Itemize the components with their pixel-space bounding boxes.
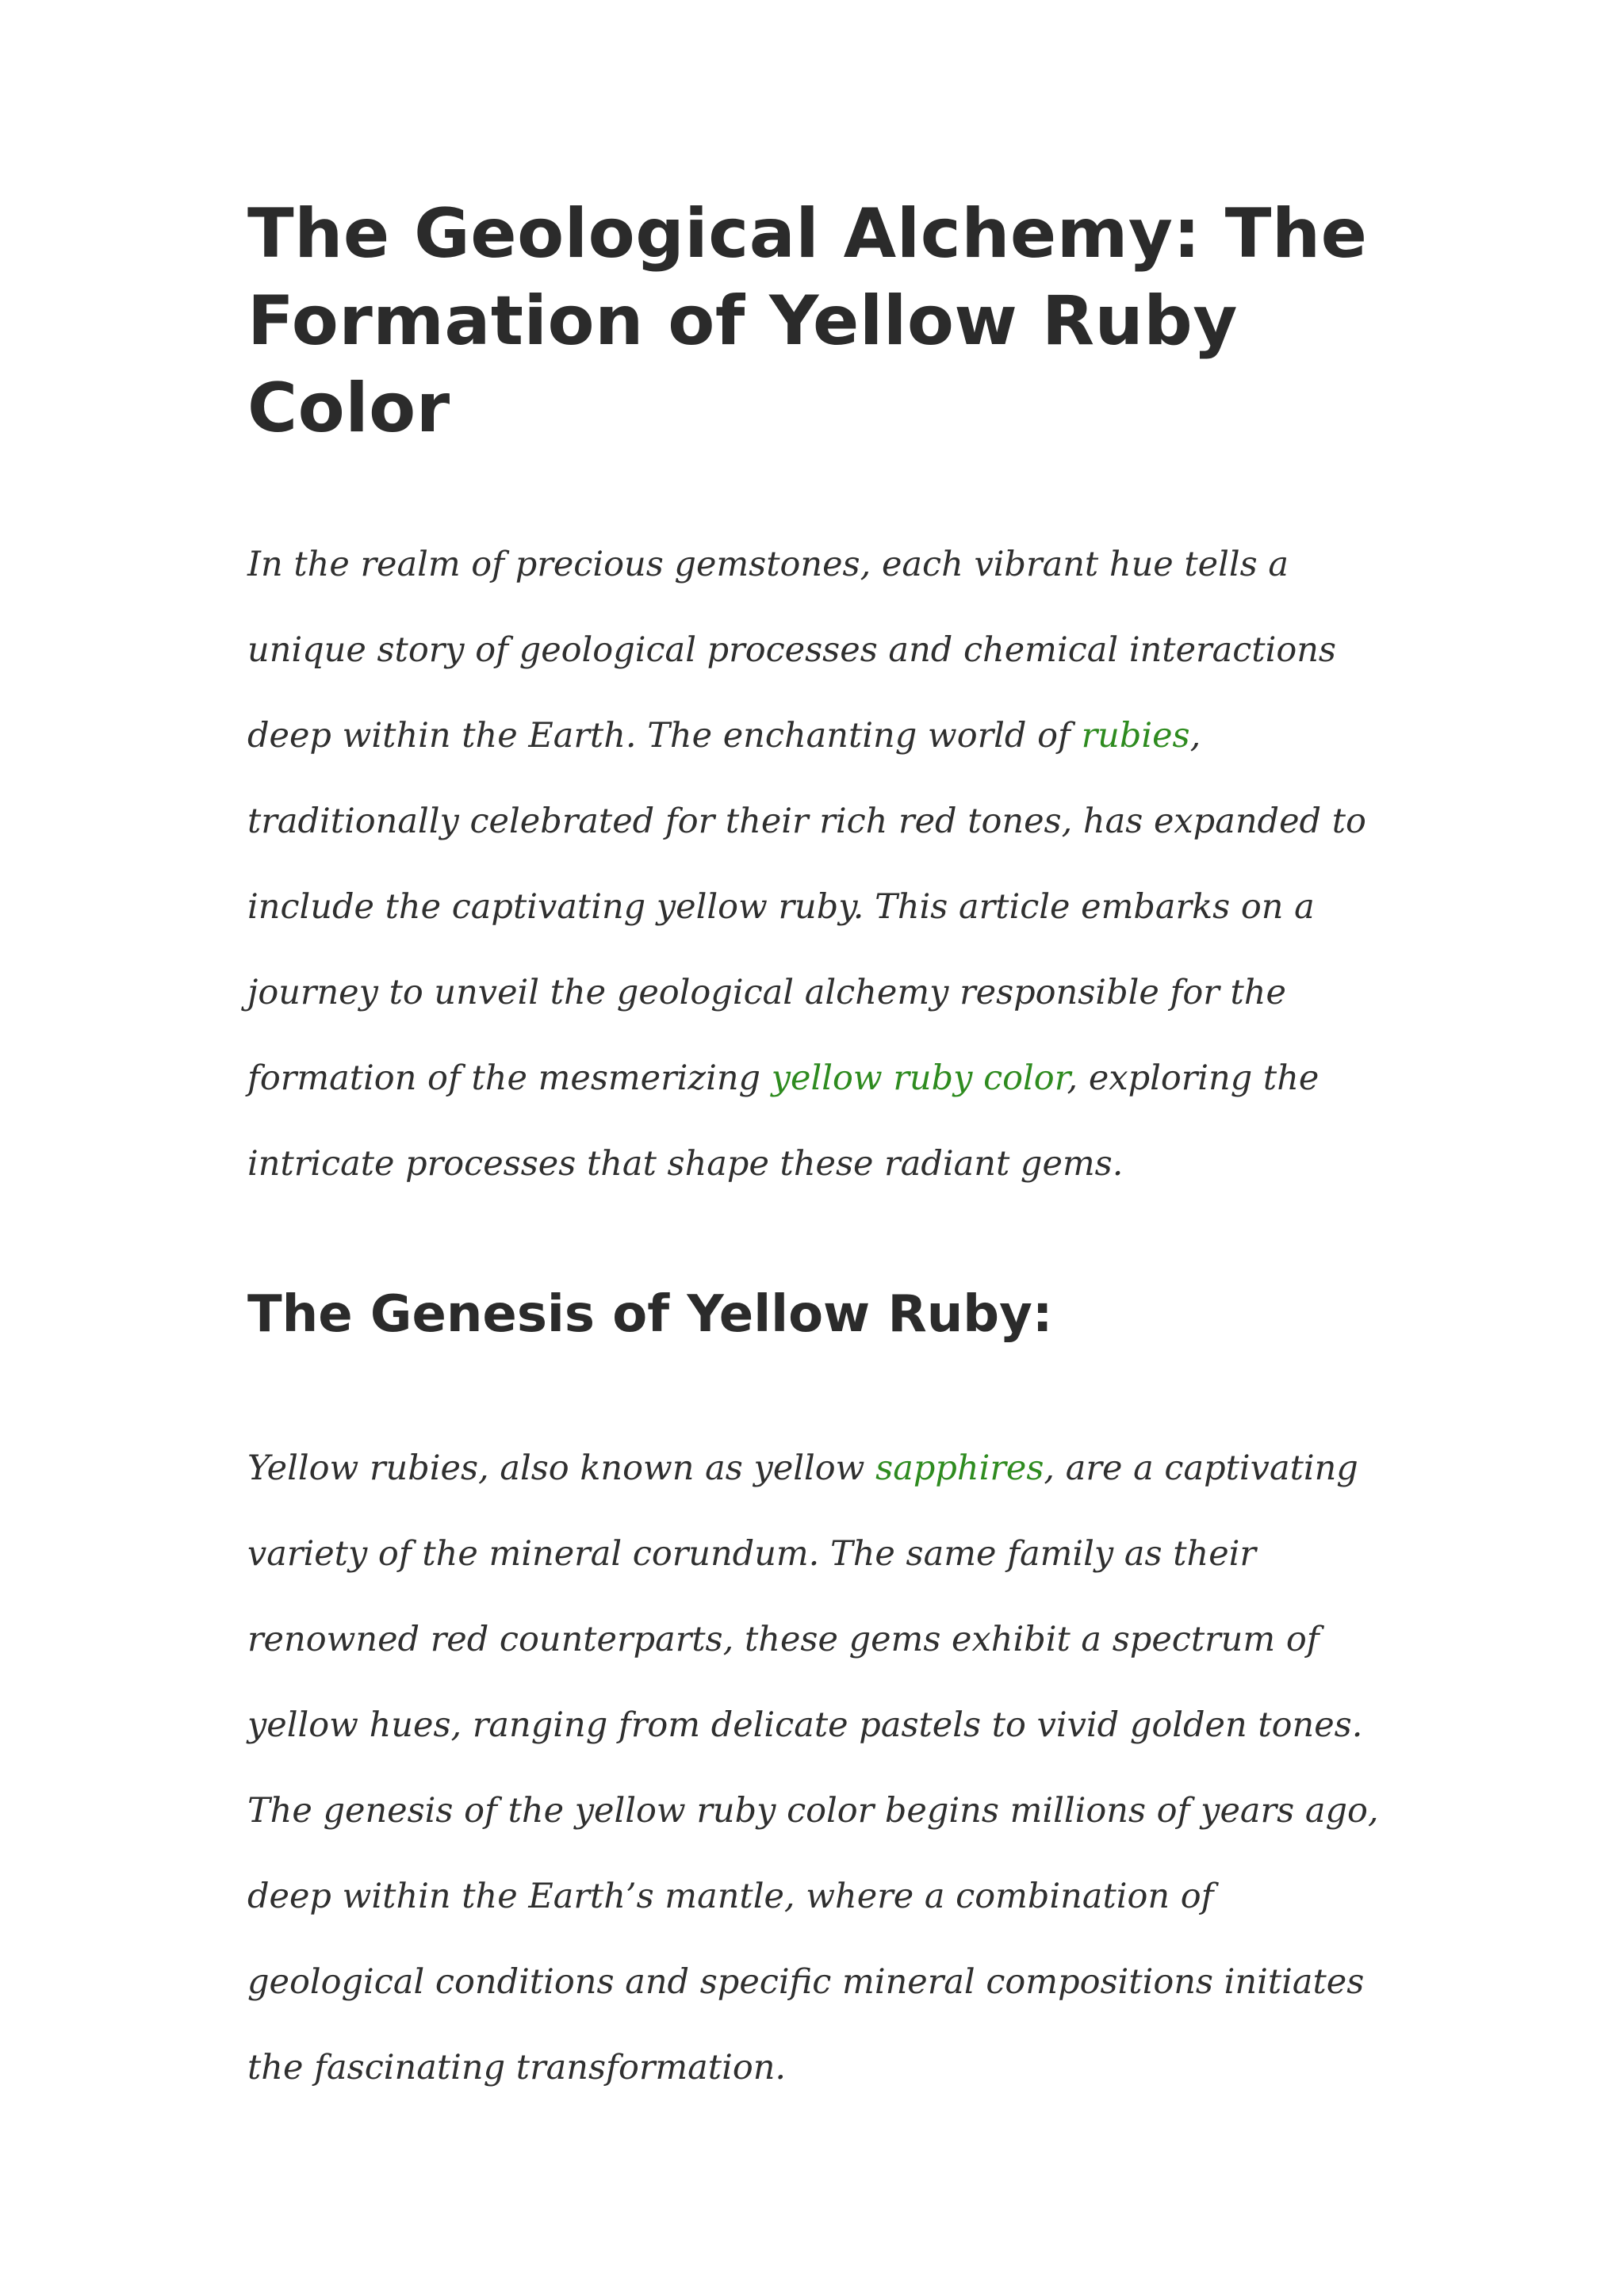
rubies-link[interactable]: rubies bbox=[1081, 716, 1190, 756]
intro-paragraph bbox=[247, 522, 1389, 1207]
article bbox=[247, 190, 1405, 2110]
article-title: The Geological Alchemy: The Formation of Yellow Ruby Color bbox=[247, 194, 1368, 448]
section-heading-genesis: The Genesis of Yellow Ruby: bbox=[247, 1285, 1053, 1344]
intro-text-1: In the realm of precious gemstones, each vibrant hue tells a unique story of geological processes and chemical interactions deep within the Earth. The enchanting world of bbox=[247, 545, 1336, 756]
genesis-text-2: , are a captivating variety of the mineral corundum. The same family as their renowned red counterparts, these gems exhibit a spectrum of yellow hues, ranging from delicate pastels to vivid golden tones. The genesis of the yellow ruby color begins millions of years ago, deep within the Earth’s mantle, where a combination of geological conditions and specific mineral compositions initiates the fascinating transformation. bbox=[247, 1448, 1379, 2087]
genesis-paragraph bbox=[247, 1425, 1389, 2110]
intro-text-3: , exploring the intricate processes that shape these radiant gems. bbox=[247, 1058, 1320, 1184]
sapphires-link[interactable]: sapphires bbox=[875, 1448, 1044, 1488]
yellow-ruby-color-link[interactable]: yellow ruby color bbox=[771, 1058, 1067, 1098]
genesis-text-1: Yellow rubies, also known as yellow bbox=[247, 1448, 876, 1488]
intro-text-2: , traditionally celebrated for their rich red tones, has expanded to include the captivating yellow ruby. This article embarks on a journey to unveil the geological alchemy responsible for the formation of the mesmerizing bbox=[247, 716, 1366, 1098]
